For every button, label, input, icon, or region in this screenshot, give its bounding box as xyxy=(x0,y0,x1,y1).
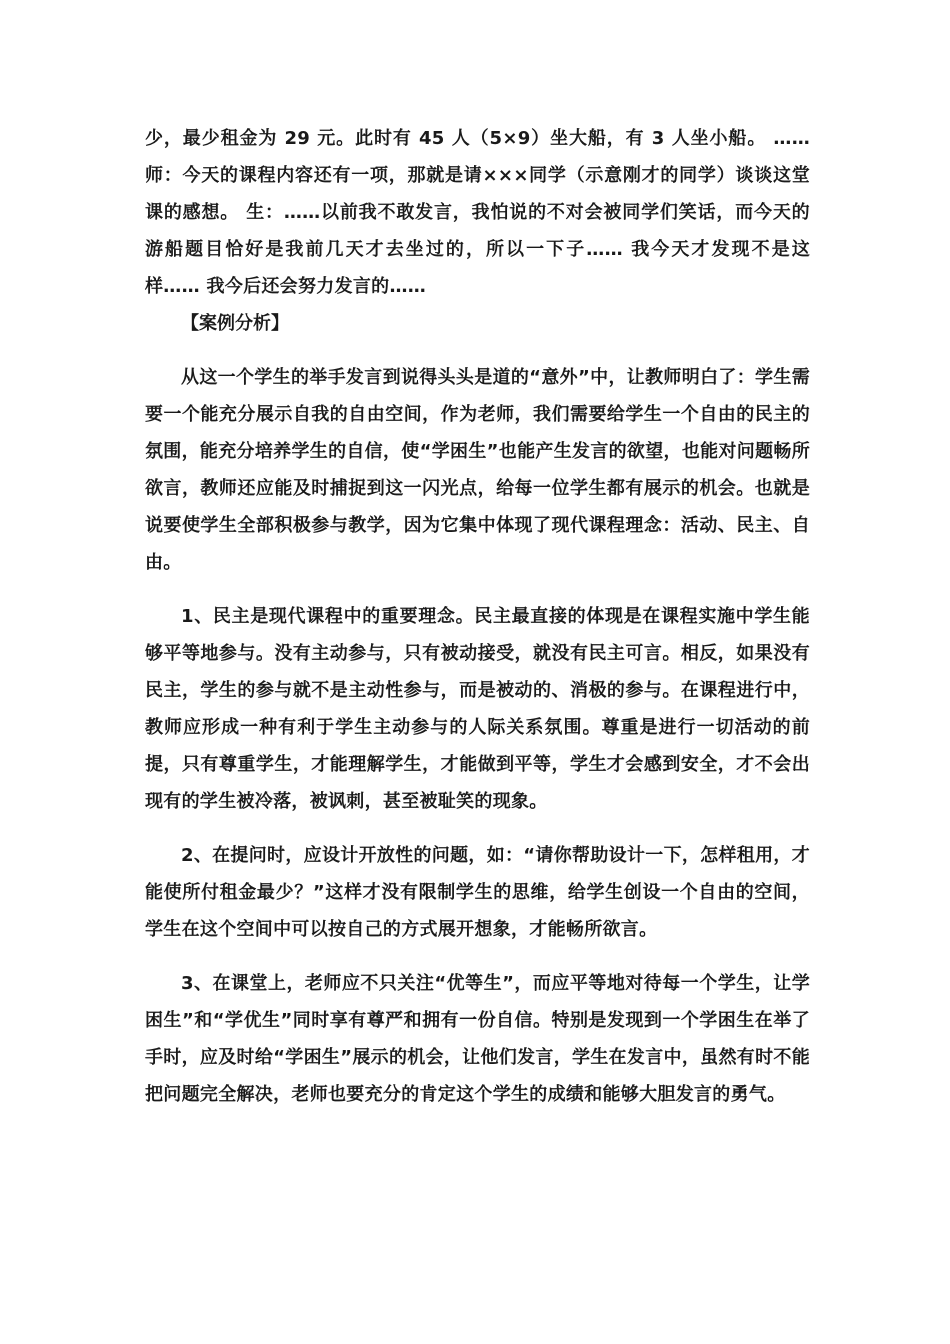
intro-paragraph: 少，最少租金为 29 元。此时有 45 人（5×9）坐大船，有 3 人坐小船。 …… 师：今天的课程内容还有一项，那就是请×××同学（示意刚才的同学）谈谈这堂课的感想。 生：……以前我不敢发言，我怕说的不对会被同学们笑话，而今天的游船题目恰好是我前几天才去坐过的，所以一下子…… 我今天才发现不是这样…… 我今后还会努力发言的…… xyxy=(145,128,810,297)
point-3-paragraph: 3、在课堂上，老师应不只关注“优等生”，而应平等地对待每一个学生，让学困生”和“学优生”同时享有尊严和拥有一份自信。特别是发现到一个学困生在举了手时，应及时给“学困生”展示的机会，让他们发言，学生在发言中，虽然有时不能把问题完全解决，老师也要充分的肯定这个学生的成绩和能够大胆发言的勇气。 xyxy=(145,973,810,1105)
section-heading: 【案例分析】 xyxy=(181,313,289,334)
document-page xyxy=(145,120,810,1113)
point-1-paragraph: 1、民主是现代课程中的重要理念。民主最直接的体现是在课程实施中学生能够平等地参与。没有主动参与，只有被动接受，就没有民主可言。相反，如果没有民主，学生的参与就不是主动性参与，而是被动的、消极的参与。在课程进行中，教师应形成一种有利于学生主动参与的人际关系氛围。尊重是进行一切活动的前提，只有尊重学生，才能理解学生，才能做到平等，学生才会感到安全，才不会出现有的学生被冷落，被讽刺，甚至被耻笑的现象。 xyxy=(145,606,810,812)
point-2-paragraph: 2、在提问时，应设计开放性的问题，如：“请你帮助设计一下，怎样租用，才能使所付租金最少？”这样才没有限制学生的思维，给学生创设一个自由的空间，学生在这个空间中可以按自己的方式展开想象，才能畅所欲言。 xyxy=(145,845,810,940)
analysis-paragraph: 从这一个学生的举手发言到说得头头是道的“意外”中，让教师明白了：学生需要一个能充分展示自我的自由空间，作为老师，我们需要给学生一个自由的民主的氛围，能充分培养学生的自信，使“学困生”也能产生发言的欲望，也能对问题畅所欲言，教师还应能及时捕捉到这一闪光点，给每一位学生都有展示的机会。也就是说要使学生全部积极参与教学，因为它集中体现了现代课程理念：活动、民主、自由。 xyxy=(145,367,810,573)
